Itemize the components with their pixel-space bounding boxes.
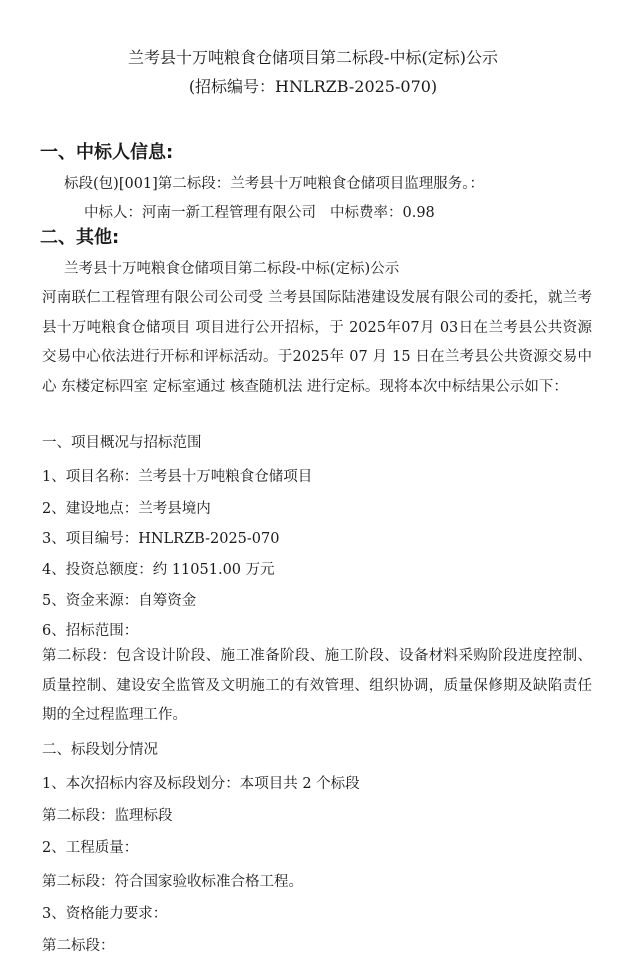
bid-code-line: (招标编号：HNLRZB-2025-070) — [188, 77, 438, 96]
rate-label: 中标费率： — [330, 205, 403, 221]
notice-subtitle: 兰考县十万吨粮食仓储项目第二标段-中标(定标)公示 — [64, 261, 400, 277]
winner-label: 中标人： — [84, 205, 142, 221]
section-heading-winner: 一、中标人信息: — [40, 142, 174, 163]
rate-line — [330, 203, 435, 223]
list-item: 3、项目编号：HNLRZB-2025-070 — [42, 531, 280, 547]
rate-value: 0.98 — [402, 205, 435, 221]
list-item: 5、资金来源：自筹资金 — [42, 593, 197, 609]
intro-paragraph: 河南联仁工程管理有限公司公司受 兰考县国际陆港建设发展有限公司的委托，就兰考县十万吨粮食仓储项目 项目进行公开招标，于 2025年07月 03日在兰考县公共资源交易中心依法进行开标和评标活动。于2025年 07 月 15 日在兰考县公共资源交易中心 东楼定标四室 定标室通过 核查随机法 进行定标。现将本次中标结果公示如下： — [42, 290, 592, 395]
list-item: 一、项目概况与招标范围 — [42, 435, 202, 451]
list-item: 4、投资总额度：约 11051.00 万元 — [42, 562, 275, 578]
winner-name: 河南一新工程管理有限公司 — [142, 205, 316, 221]
lot-line: 标段(包)[001]第二标段：兰考县十万吨粮食仓储项目监理服务。： — [64, 176, 485, 192]
document-title: 兰考县十万吨粮食仓储项目第二标段-中标(定标)公示 — [128, 48, 498, 67]
list-item: 6、招标范围： — [42, 623, 139, 639]
list-item: 第二标段：监理标段 — [42, 808, 173, 824]
list-item: 2、建设地点：兰考县境内 — [42, 501, 211, 517]
list-item: 第二标段：符合国家验收标准合格工程。 — [42, 874, 303, 890]
list-item: 1、项目名称：兰考县十万吨粮食仓储项目 — [42, 469, 313, 485]
winner-line — [84, 203, 316, 223]
list-item: 二、标段划分情况 — [42, 742, 158, 758]
scope-paragraph: 第二标段：包含设计阶段、施工准备阶段、施工阶段、设备材料采购阶段进度控制、质量控制、建设安全监管及文明施工的有效管理、组织协调，质量保修期及缺陷责任期的全过程监理工作。 — [42, 648, 592, 723]
section-heading-other: 二、其他: — [40, 227, 120, 248]
list-item: 3、资格能力要求： — [42, 906, 168, 922]
list-item: 1、本次招标内容及标段划分：本项目共 2 个标段 — [42, 776, 360, 792]
list-item: 第二标段： — [42, 938, 115, 954]
list-item: 2、工程质量： — [42, 840, 139, 856]
